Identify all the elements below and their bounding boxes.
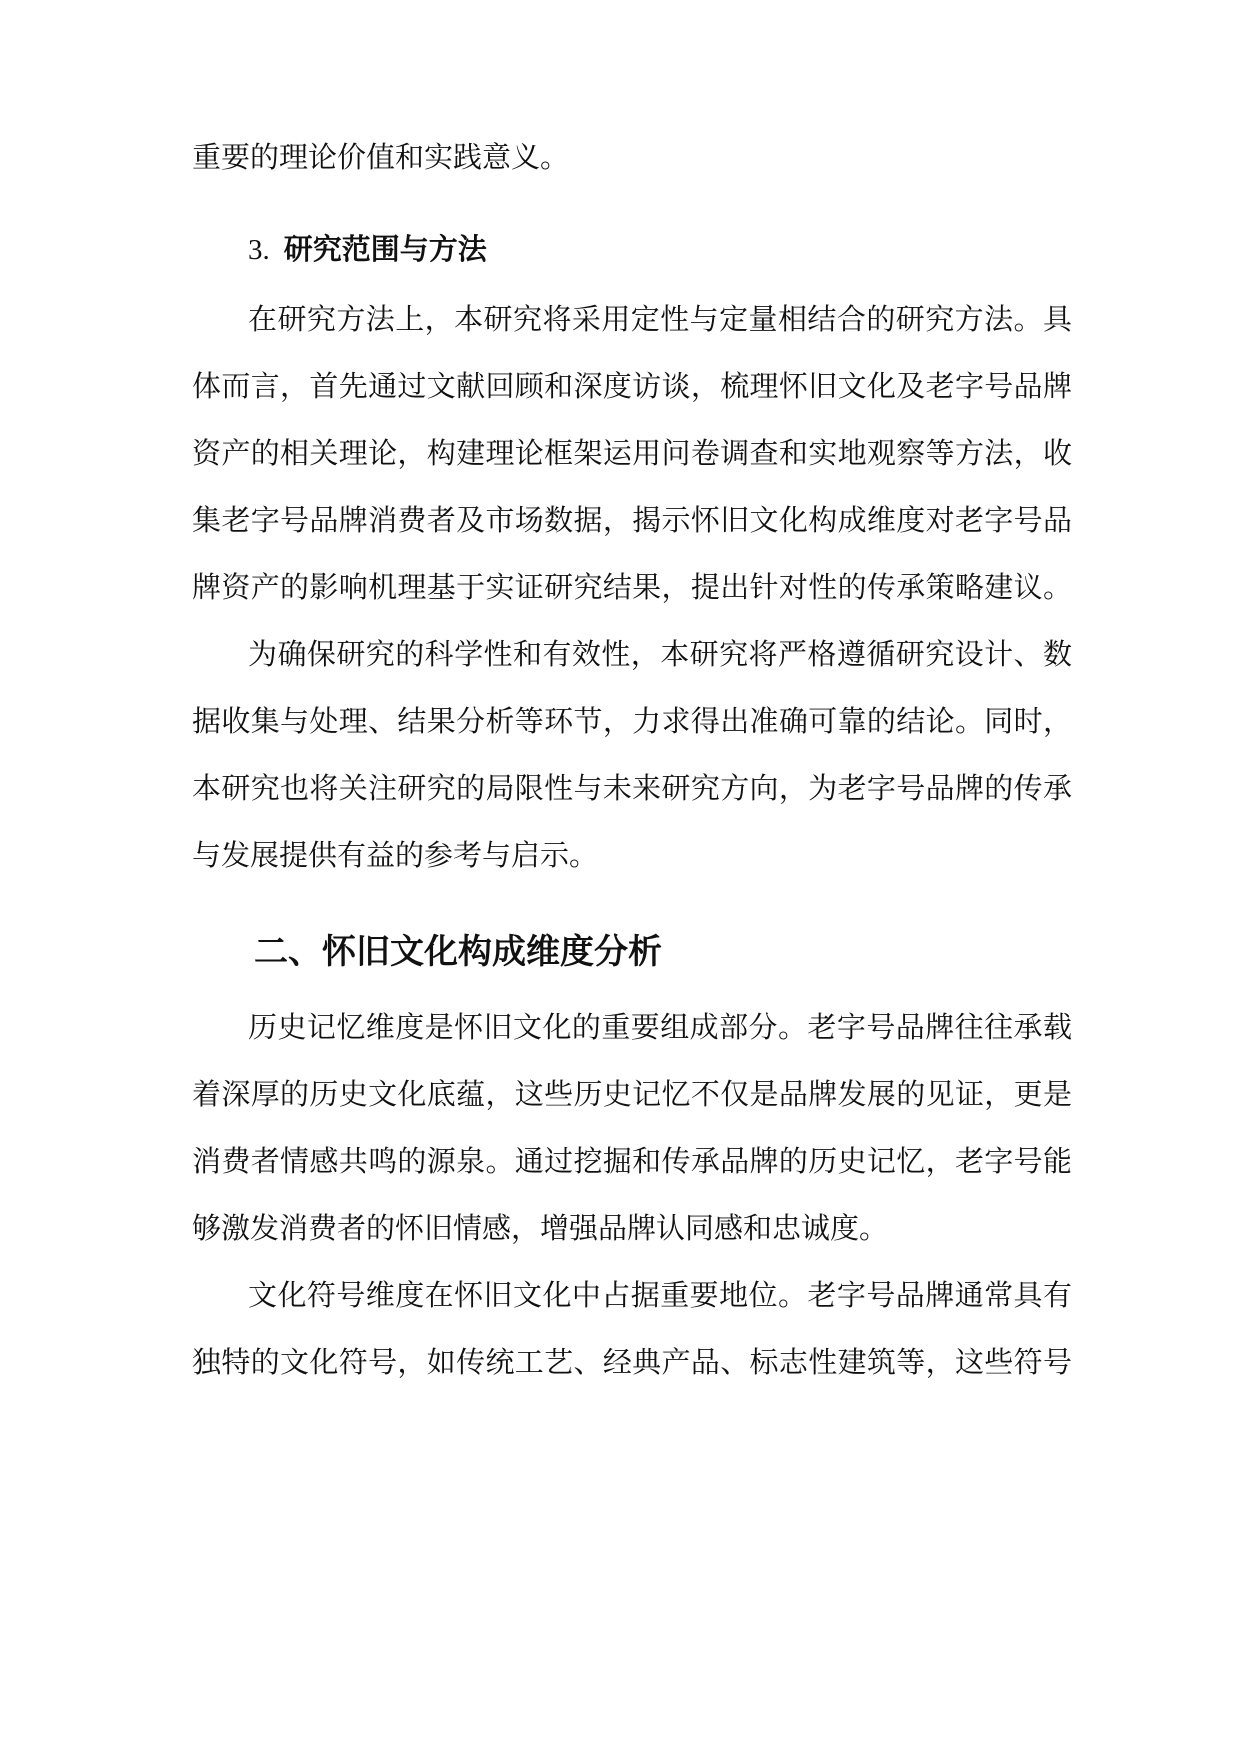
chapter-heading: 二、怀旧文化构成维度分析 [254, 932, 662, 972]
paragraph-line: 与发展提供有益的参考与启示。 [192, 838, 599, 872]
paragraph-line: 体而言，首先通过文献回顾和深度访谈，梳理怀旧文化及老字号品牌 [192, 369, 1072, 403]
paragraph-line: 资产的相关理论，构建理论框架运用问卷调查和实地观察等方法，收 [192, 436, 1072, 470]
section-title: 研究范围与方法 [283, 232, 487, 266]
paragraph-line: 文化符号维度在怀旧文化中占据重要地位。老字号品牌通常具有 [248, 1278, 1072, 1312]
paragraph-line: 集老字号品牌消费者及市场数据，揭示怀旧文化构成维度对老字号品 [192, 503, 1072, 537]
paragraph-line: 独特的文化符号，如传统工艺、经典产品、标志性建筑等，这些符号 [192, 1345, 1072, 1379]
paragraph-line: 够激发消费者的怀旧情感，增强品牌认同感和忠诚度。 [192, 1211, 889, 1245]
intro-line: 重要的理论价值和实践意义。 [192, 140, 570, 174]
section-heading [248, 229, 487, 270]
paragraph-line: 历史记忆维度是怀旧文化的重要组成部分。老字号品牌往往承载 [248, 1010, 1072, 1044]
paragraph-line: 在研究方法上，本研究将采用定性与定量相结合的研究方法。具 [248, 302, 1072, 336]
paragraph-line: 为确保研究的科学性和有效性，本研究将严格遵循研究设计、数 [248, 637, 1072, 671]
paragraph-line: 本研究也将关注研究的局限性与未来研究方向，为老字号品牌的传承 [192, 771, 1072, 805]
paragraph-line: 着深厚的历史文化底蕴，这些历史记忆不仅是品牌发展的见证，更是 [192, 1077, 1072, 1111]
paragraph-line: 牌资产的影响机理基于实证研究结果，提出针对性的传承策略建议。 [192, 570, 1072, 604]
section-number: 3. [248, 234, 270, 266]
paragraph-line: 消费者情感共鸣的源泉。通过挖掘和传承品牌的历史记忆，老字号能 [192, 1144, 1072, 1178]
paragraph-line: 据收集与处理、结果分析等环节，力求得出准确可靠的结论。同时， [192, 704, 1072, 738]
